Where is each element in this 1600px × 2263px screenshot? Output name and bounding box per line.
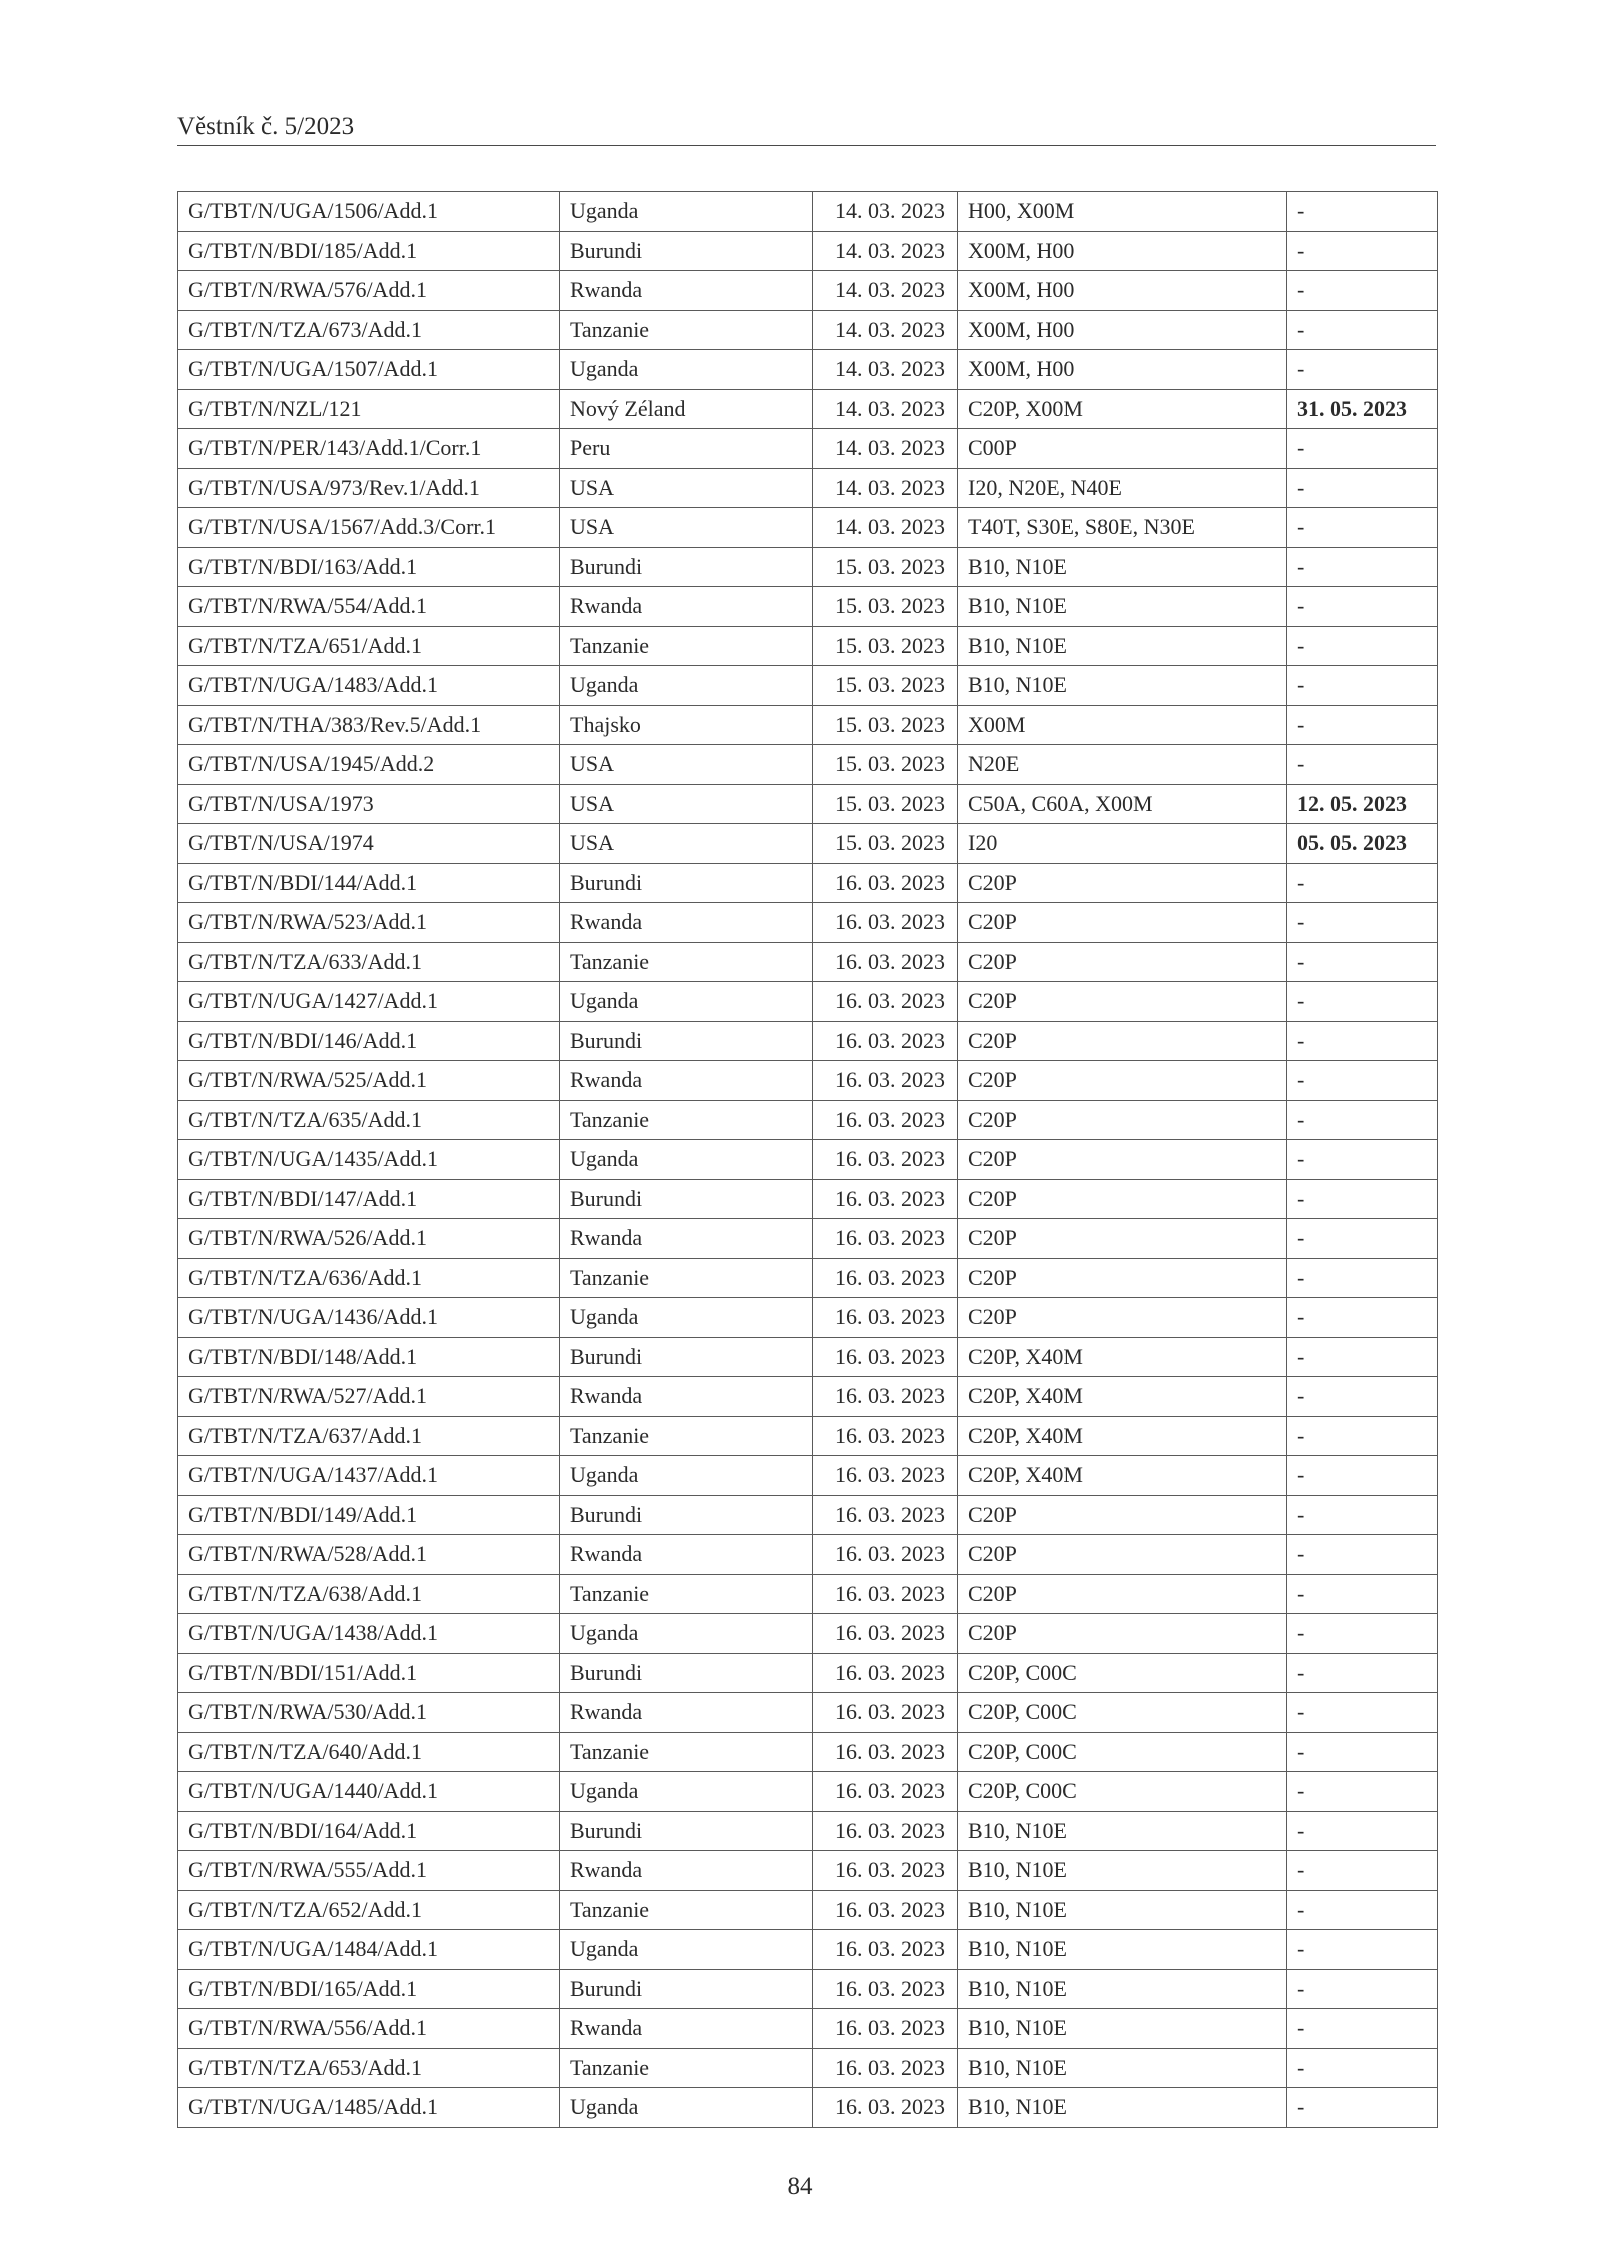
product-codes-cell: C20P, X00M xyxy=(958,389,1287,429)
product-codes-cell: C20P xyxy=(958,1179,1287,1219)
notification-symbol-cell: G/TBT/N/UGA/1435/Add.1 xyxy=(178,1140,560,1180)
notification-symbol-cell: G/TBT/N/BDI/149/Add.1 xyxy=(178,1495,560,1535)
member-country-cell: Burundi xyxy=(560,1495,813,1535)
product-codes-cell: B10, N10E xyxy=(958,666,1287,706)
product-codes-cell: I20, N20E, N40E xyxy=(958,468,1287,508)
member-country-cell: Uganda xyxy=(560,1140,813,1180)
comment-deadline-cell: - xyxy=(1287,626,1438,666)
notification-date-cell: 16. 03. 2023 xyxy=(813,1219,958,1259)
product-codes-cell: B10, N10E xyxy=(958,2048,1287,2088)
comment-deadline-cell: - xyxy=(1287,587,1438,627)
product-codes-cell: B10, N10E xyxy=(958,1930,1287,1970)
notification-symbol-cell: G/TBT/N/BDI/144/Add.1 xyxy=(178,863,560,903)
notification-date-cell: 16. 03. 2023 xyxy=(813,982,958,1022)
comment-deadline-cell: - xyxy=(1287,982,1438,1022)
product-codes-cell: C20P xyxy=(958,982,1287,1022)
table-row xyxy=(178,271,1438,311)
member-country-cell: Uganda xyxy=(560,1930,813,1970)
product-codes-cell: T40T, S30E, S80E, N30E xyxy=(958,508,1287,548)
page-number: 84 xyxy=(787,2173,813,2200)
comment-deadline-cell: - xyxy=(1287,1377,1438,1417)
table-row xyxy=(178,1890,1438,1930)
product-codes-cell: B10, N10E xyxy=(958,626,1287,666)
product-codes-cell: C20P, X40M xyxy=(958,1416,1287,1456)
table-row xyxy=(178,508,1438,548)
product-codes-cell: B10, N10E xyxy=(958,2009,1287,2049)
notification-date-cell: 16. 03. 2023 xyxy=(813,1811,958,1851)
notification-date-cell: 16. 03. 2023 xyxy=(813,2088,958,2128)
product-codes-cell: C20P xyxy=(958,1574,1287,1614)
table-row xyxy=(178,1377,1438,1417)
notification-symbol-cell: G/TBT/N/TZA/633/Add.1 xyxy=(178,942,560,982)
member-country-cell: Uganda xyxy=(560,350,813,390)
product-codes-cell: C00P xyxy=(958,429,1287,469)
member-country-cell: Tanzanie xyxy=(560,310,813,350)
notification-date-cell: 15. 03. 2023 xyxy=(813,745,958,785)
product-codes-cell: C20P, X40M xyxy=(958,1377,1287,1417)
header-divider xyxy=(177,145,1436,146)
product-codes-cell: I20 xyxy=(958,824,1287,864)
notification-symbol-cell: G/TBT/N/UGA/1438/Add.1 xyxy=(178,1614,560,1654)
notification-symbol-cell: G/TBT/N/RWA/527/Add.1 xyxy=(178,1377,560,1417)
notification-symbol-cell: G/TBT/N/TZA/638/Add.1 xyxy=(178,1574,560,1614)
table-row xyxy=(178,1021,1438,1061)
notification-date-cell: 16. 03. 2023 xyxy=(813,942,958,982)
notification-date-cell: 16. 03. 2023 xyxy=(813,2048,958,2088)
member-country-cell: USA xyxy=(560,508,813,548)
notification-symbol-cell: G/TBT/N/NZL/121 xyxy=(178,389,560,429)
member-country-cell: Burundi xyxy=(560,1179,813,1219)
member-country-cell: Tanzanie xyxy=(560,1258,813,1298)
comment-deadline-cell: - xyxy=(1287,1219,1438,1259)
comment-deadline-cell: - xyxy=(1287,350,1438,390)
product-codes-cell: X00M, H00 xyxy=(958,271,1287,311)
comment-deadline-cell: - xyxy=(1287,1930,1438,1970)
member-country-cell: Burundi xyxy=(560,1811,813,1851)
member-country-cell: Peru xyxy=(560,429,813,469)
table-row xyxy=(178,666,1438,706)
notification-date-cell: 16. 03. 2023 xyxy=(813,1535,958,1575)
notification-symbol-cell: G/TBT/N/UGA/1507/Add.1 xyxy=(178,350,560,390)
product-codes-cell: C20P xyxy=(958,1219,1287,1259)
table-row xyxy=(178,1495,1438,1535)
notification-date-cell: 16. 03. 2023 xyxy=(813,1179,958,1219)
comment-deadline-cell: - xyxy=(1287,942,1438,982)
product-codes-cell: B10, N10E xyxy=(958,2088,1287,2128)
comment-deadline-cell: - xyxy=(1287,903,1438,943)
table-row xyxy=(178,626,1438,666)
product-codes-cell: B10, N10E xyxy=(958,547,1287,587)
table-row xyxy=(178,1100,1438,1140)
notification-symbol-cell: G/TBT/N/TZA/640/Add.1 xyxy=(178,1732,560,1772)
comment-deadline-cell: - xyxy=(1287,192,1438,232)
product-codes-cell: C20P xyxy=(958,1021,1287,1061)
member-country-cell: Burundi xyxy=(560,863,813,903)
notification-date-cell: 15. 03. 2023 xyxy=(813,626,958,666)
notification-date-cell: 14. 03. 2023 xyxy=(813,429,958,469)
member-country-cell: Rwanda xyxy=(560,271,813,311)
member-country-cell: Tanzanie xyxy=(560,942,813,982)
notification-date-cell: 14. 03. 2023 xyxy=(813,192,958,232)
comment-deadline-cell: - xyxy=(1287,508,1438,548)
member-country-cell: USA xyxy=(560,824,813,864)
notification-symbol-cell: G/TBT/N/BDI/148/Add.1 xyxy=(178,1337,560,1377)
notification-symbol-cell: G/TBT/N/RWA/526/Add.1 xyxy=(178,1219,560,1259)
comment-deadline-cell: - xyxy=(1287,1969,1438,2009)
member-country-cell: Uganda xyxy=(560,1456,813,1496)
notification-symbol-cell: G/TBT/N/UGA/1483/Add.1 xyxy=(178,666,560,706)
table-row xyxy=(178,1614,1438,1654)
product-codes-cell: C20P, C00C xyxy=(958,1772,1287,1812)
notification-symbol-cell: G/TBT/N/TZA/637/Add.1 xyxy=(178,1416,560,1456)
member-country-cell: Uganda xyxy=(560,666,813,706)
product-codes-cell: C20P xyxy=(958,903,1287,943)
member-country-cell: Rwanda xyxy=(560,1219,813,1259)
member-country-cell: Rwanda xyxy=(560,1693,813,1733)
table-row xyxy=(178,1772,1438,1812)
notification-date-cell: 16. 03. 2023 xyxy=(813,1021,958,1061)
notification-date-cell: 16. 03. 2023 xyxy=(813,1061,958,1101)
comment-deadline-cell: - xyxy=(1287,468,1438,508)
notification-symbol-cell: G/TBT/N/USA/1973 xyxy=(178,784,560,824)
notification-date-cell: 16. 03. 2023 xyxy=(813,1614,958,1654)
member-country-cell: Burundi xyxy=(560,1969,813,2009)
table-row xyxy=(178,310,1438,350)
comment-deadline-cell: - xyxy=(1287,1456,1438,1496)
product-codes-cell: X00M xyxy=(958,705,1287,745)
notification-date-cell: 15. 03. 2023 xyxy=(813,784,958,824)
notification-date-cell: 16. 03. 2023 xyxy=(813,1772,958,1812)
product-codes-cell: B10, N10E xyxy=(958,1851,1287,1891)
notification-date-cell: 16. 03. 2023 xyxy=(813,1732,958,1772)
notification-date-cell: 16. 03. 2023 xyxy=(813,1930,958,1970)
notification-date-cell: 14. 03. 2023 xyxy=(813,231,958,271)
table-row xyxy=(178,745,1438,785)
notification-symbol-cell: G/TBT/N/USA/1974 xyxy=(178,824,560,864)
member-country-cell: USA xyxy=(560,745,813,785)
notification-symbol-cell: G/TBT/N/BDI/163/Add.1 xyxy=(178,547,560,587)
table-row xyxy=(178,1732,1438,1772)
notification-symbol-cell: G/TBT/N/RWA/523/Add.1 xyxy=(178,903,560,943)
notification-symbol-cell: G/TBT/N/USA/973/Rev.1/Add.1 xyxy=(178,468,560,508)
notification-symbol-cell: G/TBT/N/UGA/1484/Add.1 xyxy=(178,1930,560,1970)
table-row xyxy=(178,468,1438,508)
member-country-cell: Burundi xyxy=(560,1337,813,1377)
notification-symbol-cell: G/TBT/N/TZA/635/Add.1 xyxy=(178,1100,560,1140)
comment-deadline-cell: - xyxy=(1287,1653,1438,1693)
comment-deadline-cell: - xyxy=(1287,666,1438,706)
table-row xyxy=(178,1219,1438,1259)
member-country-cell: Rwanda xyxy=(560,2009,813,2049)
notification-date-cell: 15. 03. 2023 xyxy=(813,705,958,745)
notification-date-cell: 14. 03. 2023 xyxy=(813,508,958,548)
member-country-cell: Burundi xyxy=(560,1021,813,1061)
product-codes-cell: C20P xyxy=(958,1061,1287,1101)
notifications-table-body xyxy=(178,192,1438,2128)
product-codes-cell: N20E xyxy=(958,745,1287,785)
notifications-table xyxy=(177,191,1438,2128)
table-row xyxy=(178,824,1438,864)
notification-symbol-cell: G/TBT/N/BDI/146/Add.1 xyxy=(178,1021,560,1061)
notification-date-cell: 16. 03. 2023 xyxy=(813,1140,958,1180)
comment-deadline-cell: - xyxy=(1287,2048,1438,2088)
table-row xyxy=(178,1653,1438,1693)
table-row xyxy=(178,982,1438,1022)
comment-deadline-cell: - xyxy=(1287,271,1438,311)
product-codes-cell: C20P, C00C xyxy=(958,1653,1287,1693)
notification-date-cell: 16. 03. 2023 xyxy=(813,1890,958,1930)
notification-symbol-cell: G/TBT/N/RWA/576/Add.1 xyxy=(178,271,560,311)
notification-symbol-cell: G/TBT/N/UGA/1437/Add.1 xyxy=(178,1456,560,1496)
comment-deadline-cell: - xyxy=(1287,1535,1438,1575)
comment-deadline-cell: - xyxy=(1287,1851,1438,1891)
comment-deadline-cell: - xyxy=(1287,1614,1438,1654)
notification-symbol-cell: G/TBT/N/UGA/1436/Add.1 xyxy=(178,1298,560,1338)
table-row xyxy=(178,1811,1438,1851)
member-country-cell: Tanzanie xyxy=(560,626,813,666)
table-row xyxy=(178,389,1438,429)
comment-deadline-cell: - xyxy=(1287,1337,1438,1377)
comment-deadline-cell: - xyxy=(1287,1416,1438,1456)
comment-deadline-cell: - xyxy=(1287,745,1438,785)
notification-date-cell: 16. 03. 2023 xyxy=(813,1653,958,1693)
member-country-cell: Tanzanie xyxy=(560,1100,813,1140)
notification-date-cell: 16. 03. 2023 xyxy=(813,1693,958,1733)
notification-symbol-cell: G/TBT/N/PER/143/Add.1/Corr.1 xyxy=(178,429,560,469)
table-row xyxy=(178,942,1438,982)
table-row xyxy=(178,1416,1438,1456)
table-row xyxy=(178,1140,1438,1180)
table-row xyxy=(178,1969,1438,2009)
notification-symbol-cell: G/TBT/N/TZA/651/Add.1 xyxy=(178,626,560,666)
table-row xyxy=(178,705,1438,745)
product-codes-cell: C20P xyxy=(958,1614,1287,1654)
table-row xyxy=(178,1258,1438,1298)
notification-date-cell: 14. 03. 2023 xyxy=(813,271,958,311)
table-row xyxy=(178,1337,1438,1377)
product-codes-cell: X00M, H00 xyxy=(958,231,1287,271)
comment-deadline-cell: - xyxy=(1287,1258,1438,1298)
member-country-cell: Nový Zéland xyxy=(560,389,813,429)
member-country-cell: Tanzanie xyxy=(560,2048,813,2088)
page-header-title: Věstník č. 5/2023 xyxy=(177,113,355,140)
comment-deadline-cell: - xyxy=(1287,1298,1438,1338)
product-codes-cell: C20P xyxy=(958,1258,1287,1298)
notification-date-cell: 14. 03. 2023 xyxy=(813,350,958,390)
table-row xyxy=(178,2009,1438,2049)
notification-symbol-cell: G/TBT/N/RWA/525/Add.1 xyxy=(178,1061,560,1101)
product-codes-cell: C20P, C00C xyxy=(958,1732,1287,1772)
product-codes-cell: C20P xyxy=(958,1495,1287,1535)
table-row xyxy=(178,587,1438,627)
product-codes-cell: C20P, C00C xyxy=(958,1693,1287,1733)
notification-symbol-cell: G/TBT/N/RWA/554/Add.1 xyxy=(178,587,560,627)
notification-date-cell: 16. 03. 2023 xyxy=(813,863,958,903)
notification-symbol-cell: G/TBT/N/BDI/147/Add.1 xyxy=(178,1179,560,1219)
notification-symbol-cell: G/TBT/N/TZA/673/Add.1 xyxy=(178,310,560,350)
member-country-cell: Tanzanie xyxy=(560,1890,813,1930)
notification-date-cell: 14. 03. 2023 xyxy=(813,310,958,350)
notification-date-cell: 16. 03. 2023 xyxy=(813,2009,958,2049)
notification-symbol-cell: G/TBT/N/TZA/653/Add.1 xyxy=(178,2048,560,2088)
notification-date-cell: 16. 03. 2023 xyxy=(813,1377,958,1417)
comment-deadline-cell: - xyxy=(1287,2088,1438,2128)
notification-date-cell: 16. 03. 2023 xyxy=(813,1969,958,2009)
table-row xyxy=(178,1298,1438,1338)
notification-symbol-cell: G/TBT/N/USA/1945/Add.2 xyxy=(178,745,560,785)
comment-deadline-cell: - xyxy=(1287,1732,1438,1772)
table-row xyxy=(178,1693,1438,1733)
notification-date-cell: 16. 03. 2023 xyxy=(813,1298,958,1338)
comment-deadline-cell: 12. 05. 2023 xyxy=(1287,784,1438,824)
product-codes-cell: C20P xyxy=(958,863,1287,903)
product-codes-cell: B10, N10E xyxy=(958,1890,1287,1930)
notification-symbol-cell: G/TBT/N/UGA/1506/Add.1 xyxy=(178,192,560,232)
product-codes-cell: C20P xyxy=(958,1298,1287,1338)
member-country-cell: Rwanda xyxy=(560,1851,813,1891)
notification-symbol-cell: G/TBT/N/UGA/1440/Add.1 xyxy=(178,1772,560,1812)
notification-symbol-cell: G/TBT/N/TZA/636/Add.1 xyxy=(178,1258,560,1298)
notification-date-cell: 15. 03. 2023 xyxy=(813,666,958,706)
notification-symbol-cell: G/TBT/N/BDI/165/Add.1 xyxy=(178,1969,560,2009)
comment-deadline-cell: - xyxy=(1287,1140,1438,1180)
table-row xyxy=(178,192,1438,232)
notification-symbol-cell: G/TBT/N/TZA/652/Add.1 xyxy=(178,1890,560,1930)
notification-date-cell: 14. 03. 2023 xyxy=(813,389,958,429)
comment-deadline-cell: 31. 05. 2023 xyxy=(1287,389,1438,429)
product-codes-cell: B10, N10E xyxy=(958,1969,1287,2009)
product-codes-cell: C20P xyxy=(958,1140,1287,1180)
member-country-cell: Rwanda xyxy=(560,1377,813,1417)
comment-deadline-cell: - xyxy=(1287,1811,1438,1851)
notification-symbol-cell: G/TBT/N/UGA/1485/Add.1 xyxy=(178,2088,560,2128)
member-country-cell: Uganda xyxy=(560,1614,813,1654)
comment-deadline-cell: - xyxy=(1287,1021,1438,1061)
comment-deadline-cell: - xyxy=(1287,547,1438,587)
product-codes-cell: H00, X00M xyxy=(958,192,1287,232)
comment-deadline-cell: - xyxy=(1287,429,1438,469)
comment-deadline-cell: - xyxy=(1287,1890,1438,1930)
notification-symbol-cell: G/TBT/N/RWA/528/Add.1 xyxy=(178,1535,560,1575)
notification-symbol-cell: G/TBT/N/USA/1567/Add.3/Corr.1 xyxy=(178,508,560,548)
comment-deadline-cell: - xyxy=(1287,1693,1438,1733)
member-country-cell: Burundi xyxy=(560,547,813,587)
table-row xyxy=(178,1851,1438,1891)
table-row xyxy=(178,903,1438,943)
member-country-cell: Rwanda xyxy=(560,587,813,627)
notification-date-cell: 16. 03. 2023 xyxy=(813,1100,958,1140)
member-country-cell: Uganda xyxy=(560,2088,813,2128)
comment-deadline-cell: - xyxy=(1287,310,1438,350)
comment-deadline-cell: - xyxy=(1287,1574,1438,1614)
comment-deadline-cell: - xyxy=(1287,1061,1438,1101)
member-country-cell: Uganda xyxy=(560,1298,813,1338)
product-codes-cell: C20P, X40M xyxy=(958,1456,1287,1496)
notification-date-cell: 16. 03. 2023 xyxy=(813,1258,958,1298)
member-country-cell: Thajsko xyxy=(560,705,813,745)
comment-deadline-cell: - xyxy=(1287,2009,1438,2049)
product-codes-cell: B10, N10E xyxy=(958,587,1287,627)
notification-symbol-cell: G/TBT/N/BDI/164/Add.1 xyxy=(178,1811,560,1851)
notification-symbol-cell: G/TBT/N/UGA/1427/Add.1 xyxy=(178,982,560,1022)
table-row xyxy=(178,1456,1438,1496)
table-row xyxy=(178,2048,1438,2088)
member-country-cell: Tanzanie xyxy=(560,1416,813,1456)
comment-deadline-cell: - xyxy=(1287,1179,1438,1219)
notification-date-cell: 16. 03. 2023 xyxy=(813,1574,958,1614)
notification-date-cell: 16. 03. 2023 xyxy=(813,1851,958,1891)
member-country-cell: Burundi xyxy=(560,231,813,271)
member-country-cell: Uganda xyxy=(560,982,813,1022)
table-row xyxy=(178,547,1438,587)
comment-deadline-cell: 05. 05. 2023 xyxy=(1287,824,1438,864)
notification-date-cell: 16. 03. 2023 xyxy=(813,1456,958,1496)
comment-deadline-cell: - xyxy=(1287,705,1438,745)
product-codes-cell: C20P xyxy=(958,942,1287,982)
product-codes-cell: B10, N10E xyxy=(958,1811,1287,1851)
member-country-cell: Rwanda xyxy=(560,1061,813,1101)
notification-date-cell: 15. 03. 2023 xyxy=(813,587,958,627)
product-codes-cell: C20P xyxy=(958,1535,1287,1575)
table-row xyxy=(178,1179,1438,1219)
notification-date-cell: 16. 03. 2023 xyxy=(813,1337,958,1377)
product-codes-cell: C20P, X40M xyxy=(958,1337,1287,1377)
member-country-cell: Uganda xyxy=(560,1772,813,1812)
table-row xyxy=(178,231,1438,271)
notification-date-cell: 14. 03. 2023 xyxy=(813,468,958,508)
notification-date-cell: 15. 03. 2023 xyxy=(813,824,958,864)
notification-date-cell: 16. 03. 2023 xyxy=(813,903,958,943)
table-row xyxy=(178,1574,1438,1614)
table-row xyxy=(178,350,1438,390)
table-row xyxy=(178,784,1438,824)
comment-deadline-cell: - xyxy=(1287,1772,1438,1812)
member-country-cell: Tanzanie xyxy=(560,1574,813,1614)
notification-symbol-cell: G/TBT/N/THA/383/Rev.5/Add.1 xyxy=(178,705,560,745)
notification-date-cell: 15. 03. 2023 xyxy=(813,547,958,587)
member-country-cell: Rwanda xyxy=(560,1535,813,1575)
product-codes-cell: C20P xyxy=(958,1100,1287,1140)
comment-deadline-cell: - xyxy=(1287,863,1438,903)
notification-symbol-cell: G/TBT/N/BDI/151/Add.1 xyxy=(178,1653,560,1693)
table-row xyxy=(178,1535,1438,1575)
notification-symbol-cell: G/TBT/N/BDI/185/Add.1 xyxy=(178,231,560,271)
notification-symbol-cell: G/TBT/N/RWA/556/Add.1 xyxy=(178,2009,560,2049)
table-row xyxy=(178,1061,1438,1101)
comment-deadline-cell: - xyxy=(1287,231,1438,271)
table-row xyxy=(178,1930,1438,1970)
notification-symbol-cell: G/TBT/N/RWA/555/Add.1 xyxy=(178,1851,560,1891)
member-country-cell: Tanzanie xyxy=(560,1732,813,1772)
product-codes-cell: C50A, C60A, X00M xyxy=(958,784,1287,824)
comment-deadline-cell: - xyxy=(1287,1100,1438,1140)
member-country-cell: Burundi xyxy=(560,1653,813,1693)
member-country-cell: Uganda xyxy=(560,192,813,232)
product-codes-cell: X00M, H00 xyxy=(958,310,1287,350)
table-row xyxy=(178,2088,1438,2128)
member-country-cell: Rwanda xyxy=(560,903,813,943)
notification-date-cell: 16. 03. 2023 xyxy=(813,1495,958,1535)
table-row xyxy=(178,863,1438,903)
product-codes-cell: X00M, H00 xyxy=(958,350,1287,390)
member-country-cell: USA xyxy=(560,468,813,508)
notification-date-cell: 16. 03. 2023 xyxy=(813,1416,958,1456)
member-country-cell: USA xyxy=(560,784,813,824)
table-row xyxy=(178,429,1438,469)
notification-symbol-cell: G/TBT/N/RWA/530/Add.1 xyxy=(178,1693,560,1733)
comment-deadline-cell: - xyxy=(1287,1495,1438,1535)
